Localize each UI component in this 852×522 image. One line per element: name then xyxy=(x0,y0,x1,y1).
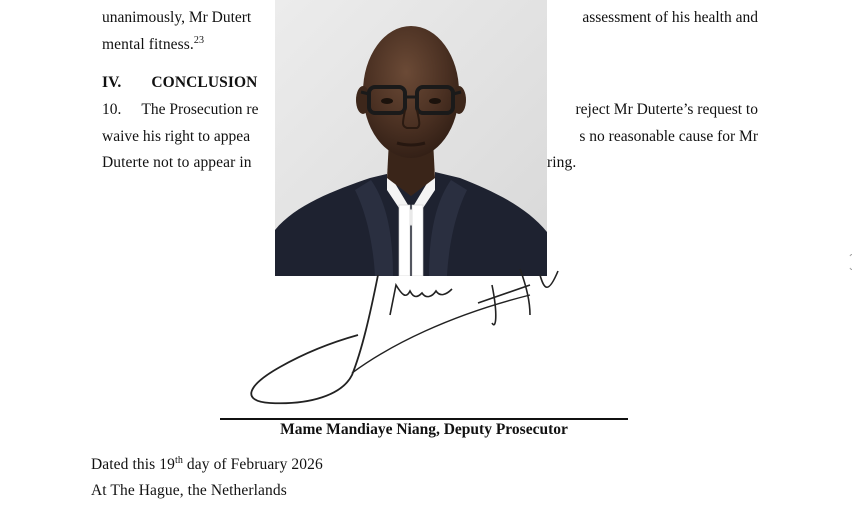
para9-line2 xyxy=(102,36,204,54)
footnote-ref[interactable]: 23 xyxy=(193,34,205,46)
page-edge-mark xyxy=(848,254,852,270)
para10-line1-right: reject Mr Duterte’s request to xyxy=(575,101,758,118)
portrait-illustration xyxy=(275,0,547,276)
para10-line1-left xyxy=(102,101,258,119)
place-line: At The Hague, the Netherlands xyxy=(91,482,287,499)
para10-line2-right: s no reasonable cause for Mr xyxy=(579,128,758,145)
signature-line xyxy=(220,418,628,420)
para10-line3-right: ring. xyxy=(547,154,577,171)
para10-line2-left: waive his right to appea xyxy=(102,128,251,145)
para10-line1-left-text: The Prosecution re xyxy=(141,101,259,118)
para10-number: 10. xyxy=(102,101,122,118)
handwritten-signature xyxy=(230,255,590,415)
portrait-photo xyxy=(275,0,547,276)
dated-line xyxy=(91,456,323,474)
para10-line3-left: Duterte not to appear in xyxy=(102,154,252,171)
dated-suffix: th xyxy=(174,454,183,466)
section-title: CONCLUSION xyxy=(151,74,258,91)
dated-rest: day of February 2026 xyxy=(182,456,323,473)
para9-line1-left: unanimously, Mr Dutert xyxy=(102,9,252,26)
para9-line1-right: assessment of his health and xyxy=(582,9,758,26)
section-number: IV. xyxy=(102,74,122,91)
dated-prefix: Dated this 19 xyxy=(91,456,175,473)
section-heading xyxy=(102,74,257,92)
para9-line2-text: mental fitness. xyxy=(102,36,194,53)
signer-name: Mame Mandiaye Niang, Deputy Prosecutor xyxy=(280,421,568,438)
